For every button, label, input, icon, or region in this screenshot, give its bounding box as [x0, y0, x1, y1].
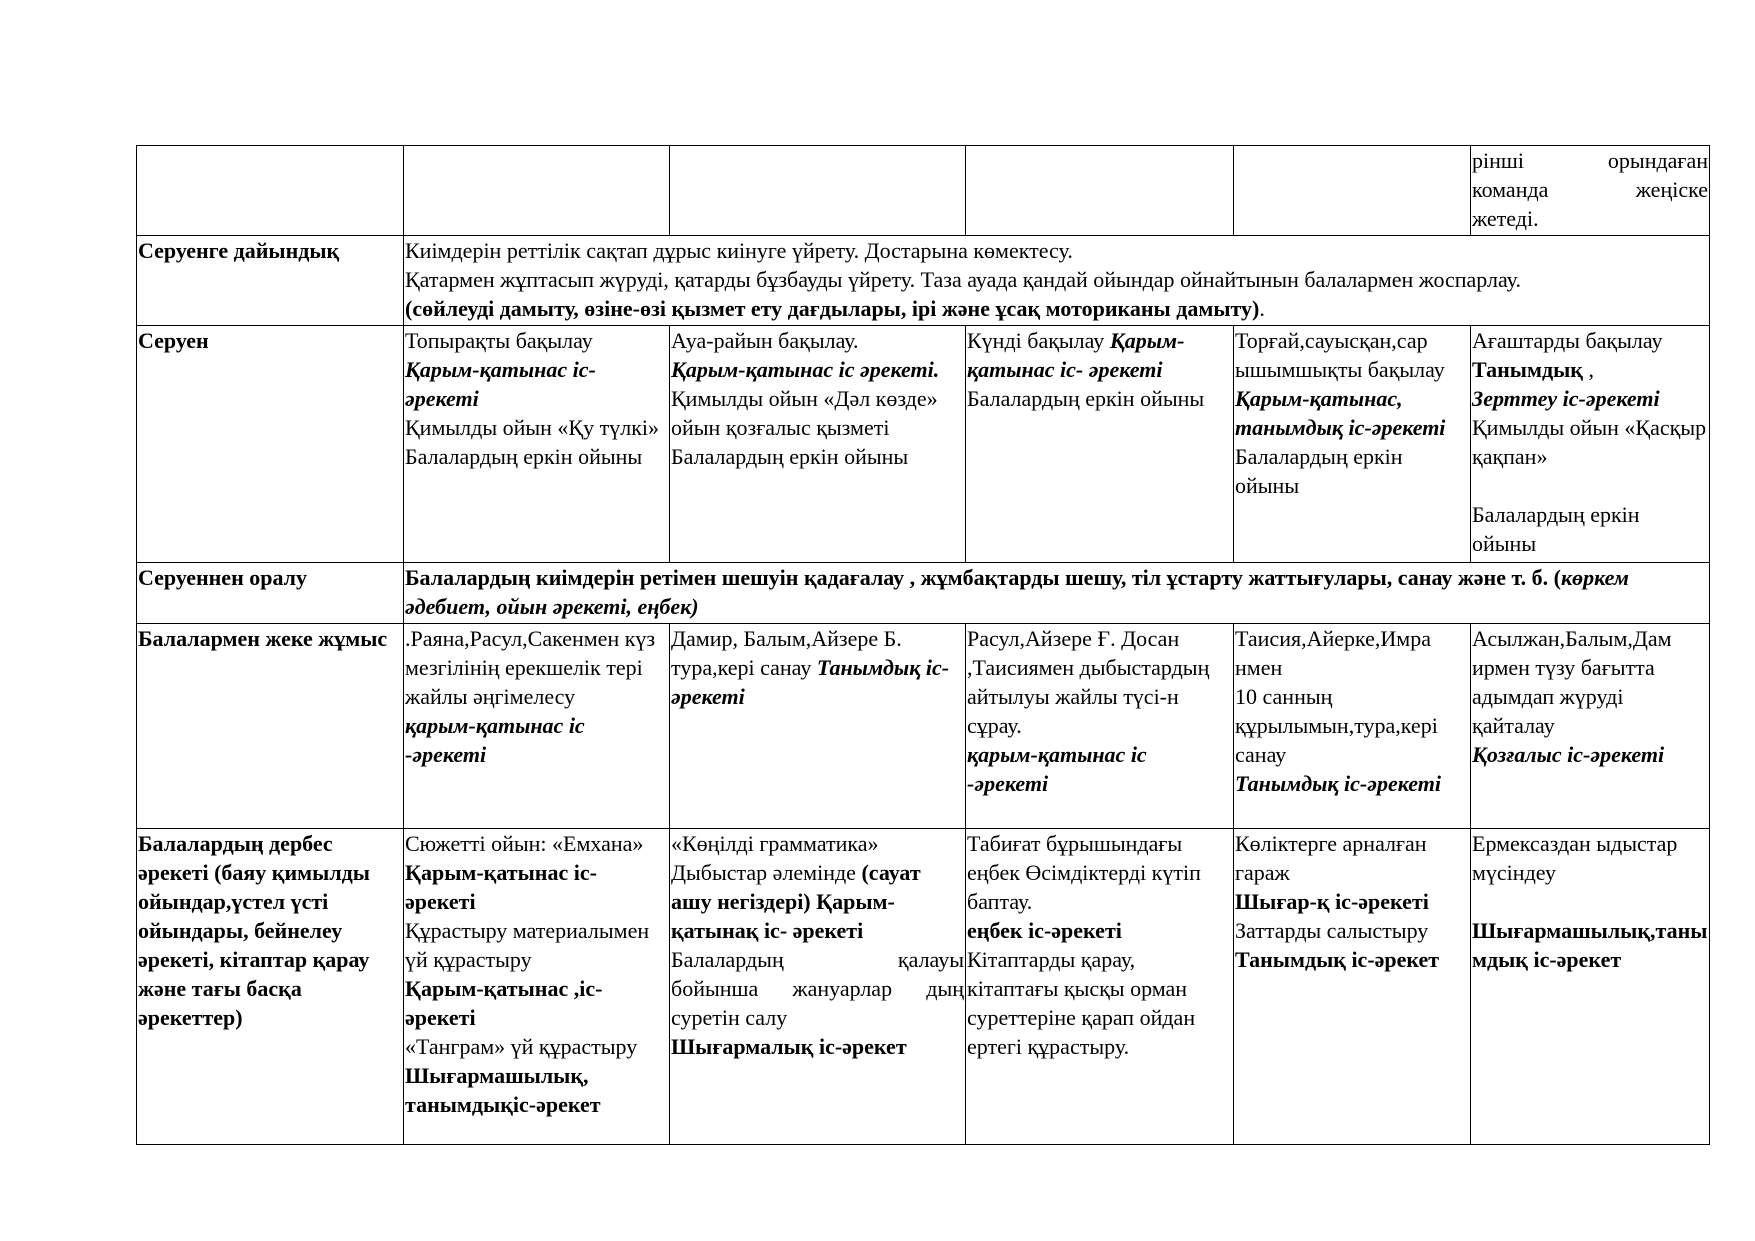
continuation-row: [137, 146, 1710, 236]
activity-type: Шығармалық іс-әрекет: [671, 1034, 907, 1059]
text: Қимылды ойын «Қу түлкі»: [405, 415, 659, 440]
cell-tue: [670, 326, 966, 563]
row-individual-work: [137, 624, 1710, 829]
text: Асылжан,Балым,Дам ирмен түзу бағытта адымдап жүруді қайталау: [1472, 626, 1672, 738]
cell-tue: [670, 829, 966, 1145]
text-line: суретін салу: [671, 1005, 788, 1030]
text: Таисия,Айерке,Имра нмен: [1235, 626, 1431, 680]
empty-cell: [670, 146, 966, 236]
empty-cell: [1234, 146, 1471, 236]
activity-type: Қарым-қатынас іс- әрекеті: [405, 860, 597, 914]
text: 10 санның құрылымын,тура,кері санау: [1235, 684, 1438, 767]
activity-type: Қозғалыс іс-әрекеті: [1472, 742, 1665, 767]
text: Кітаптарды қарау, кітаптағы қысқы орман суреттеріне қарап ойдан ертегі құрастыру.: [967, 947, 1196, 1059]
cell-thu: [1234, 624, 1471, 829]
activity-type: Танымдық іс-әрекеті: [671, 655, 950, 709]
activity-type: Қарым-қатынас, танымдық іс-әрекеті: [1235, 386, 1446, 440]
bold-text: Балалардың киімдерін ретімен шешуін қадағалау , жұмбақтарды шешу, тіл ұстарту жаттығулары, санау және т. б. (: [405, 565, 1561, 590]
text: ойын қозғалыс қызметі: [671, 415, 890, 440]
activity-type: көркем әдебиет, ойын әрекеті, еңбек): [405, 565, 1629, 619]
text: «Көңілді грамматика» Дыбыстар әлемінде: [671, 831, 879, 885]
cell-wed: [966, 829, 1234, 1145]
text: Балалардың еркін ойыны: [967, 386, 1205, 411]
cell-wed: [966, 326, 1234, 563]
cell-mon: [404, 829, 670, 1145]
activity-type: Шығармашылық, танымдықіс-әрекет: [405, 1063, 601, 1117]
continuation-cell: [1471, 146, 1710, 236]
text: Расул,Айзере Ғ. Досан ,Таисиямен дыбыстардың айтылуы жайлы түсі-н сұрау.: [967, 626, 1210, 738]
cell-thu: [1234, 829, 1471, 1145]
text: Қимылды ойын «Дәл көзде»: [671, 386, 938, 411]
text: Сюжетті ойын: «Емхана»: [405, 831, 644, 856]
text: Балалардың еркін ойыны: [405, 444, 643, 469]
activity-type: Зерттеу іс-әрекеті: [1472, 386, 1660, 411]
row-label: Серуенге дайындық: [137, 236, 404, 326]
text: Ауа-райын бақылау.: [671, 328, 859, 353]
text-line: Балалардың қалауы: [671, 947, 964, 972]
activity-type: қарым-қатынас іс -әрекеті: [967, 742, 1147, 796]
text: Көліктерге арналған гараж: [1235, 831, 1427, 885]
activity-type: еңбек іс-әрекеті: [967, 918, 1122, 943]
row-walk: [137, 326, 1710, 563]
text: Торғай,сауысқан,сар ышымшықты бақылау: [1235, 328, 1445, 382]
prep-content: [404, 236, 1710, 326]
cell-mon: [404, 326, 670, 563]
bold-text: (сөйлеуді дамыту, өзіне-өзі қызмет ету дағдылары, ірі және ұсақ моториканы дамыту): [405, 296, 1260, 321]
row-return-from-walk: [137, 563, 1710, 624]
cell-fri: [1471, 624, 1710, 829]
text-line: [405, 294, 1708, 323]
activity-type: Танымдық іс-әрекеті: [1235, 771, 1441, 796]
text: Заттарды салыстыру: [1235, 918, 1429, 943]
row-walk-preparation: [137, 236, 1710, 326]
text: Топырақты бақылау: [405, 328, 593, 353]
text: .: [1259, 296, 1265, 321]
text: Қимылды ойын «Қасқыр қақпан»: [1472, 415, 1707, 469]
text: «Танграм» үй құрастыру: [405, 1034, 638, 1059]
plan-table: [136, 145, 1710, 1145]
text: Балалардың еркін ойыны: [671, 444, 909, 469]
activity-type: Танымдық: [1472, 357, 1583, 382]
text: Құрастыру материалымен үй құрастыру: [405, 918, 650, 972]
text: Балалардың еркін ойыны: [1472, 502, 1640, 556]
row-label: Серуеннен оралу: [137, 563, 404, 624]
text-line: бойынша жануарлар дың: [671, 976, 964, 1001]
activity-type: Шығар-қ іс-әрекеті: [1235, 889, 1429, 914]
cell-wed: [966, 624, 1234, 829]
cell-tue: [670, 624, 966, 829]
text-line: Қатармен жұптасып жүруді, қатарды бұзбауды үйрету. Таза ауада қандай ойындар ойнайтынын балалармен жоспарлау.: [405, 267, 1521, 292]
text-line: рінші орындаған: [1472, 148, 1708, 173]
activity-type: Қарым-қатынас іс- әрекеті: [967, 328, 1185, 382]
row-label: Балалардың дербес әрекеті (баяу қимылды ойындар,үстел үсті ойындары, бейнелеу әрекеті, кітаптар қарау және тағы басқа әрекеттер): [137, 829, 404, 1145]
activity-type: Танымдық іс-әрекет: [1235, 947, 1440, 972]
row-label: Балалармен жеке жұмыс: [137, 624, 404, 829]
empty-cell: [966, 146, 1234, 236]
activity-type: Қарым-қатынас іс-әрекеті: [405, 357, 596, 411]
text-line: Киімдерін реттілік сақтап дұрыс киінуге үйрету. Достарына көмектесу.: [405, 238, 1073, 263]
cell-mon: [404, 624, 670, 829]
empty-cell: [404, 146, 670, 236]
activity-type: (сауат ашу негіздері) Қарым-қатынақ іс- әрекеті: [671, 860, 921, 943]
text: Дамир, Балым,Айзере Б. тура,кері санау: [671, 626, 902, 680]
empty-cell: [137, 146, 404, 236]
text: ,: [1582, 357, 1594, 382]
activity-type: қарым-қатынас іс -әрекеті: [405, 713, 585, 767]
return-content: [404, 563, 1710, 624]
text: .Раяна,Расул,Сакенмен күз мезгілінің ерекшелік тері жайлы әңгімелесу: [405, 626, 656, 709]
cell-fri: [1471, 326, 1710, 563]
text-line: команда жеңіске: [1472, 177, 1708, 202]
text-line: [1472, 326, 1708, 384]
row-label: Серуен: [137, 326, 404, 563]
cell-fri: [1471, 829, 1710, 1145]
text: Балалардың еркін ойыны: [1235, 444, 1403, 498]
text: Ермексаздан ыдыстар мүсіндеу: [1472, 831, 1678, 885]
activity-type: Қарым-қатынас ,іс-әрекеті: [405, 976, 603, 1030]
activity-type: Қарым-қатынас іс әрекеті.: [671, 357, 940, 382]
text-line: [967, 326, 1232, 384]
text: Ағаштарды бақылау: [1472, 328, 1663, 353]
text: Табиғат бұрышындағы еңбек Өсімдіктерді күтіп баптау.: [967, 831, 1201, 914]
row-independent-activity: [137, 829, 1710, 1145]
cell-thu: [1234, 326, 1471, 563]
text-line: жетеді.: [1472, 206, 1539, 231]
activity-type: Шығармашылық,танымдық іс-әрекет: [1472, 918, 1708, 972]
text: Күнді бақылау: [967, 328, 1110, 353]
